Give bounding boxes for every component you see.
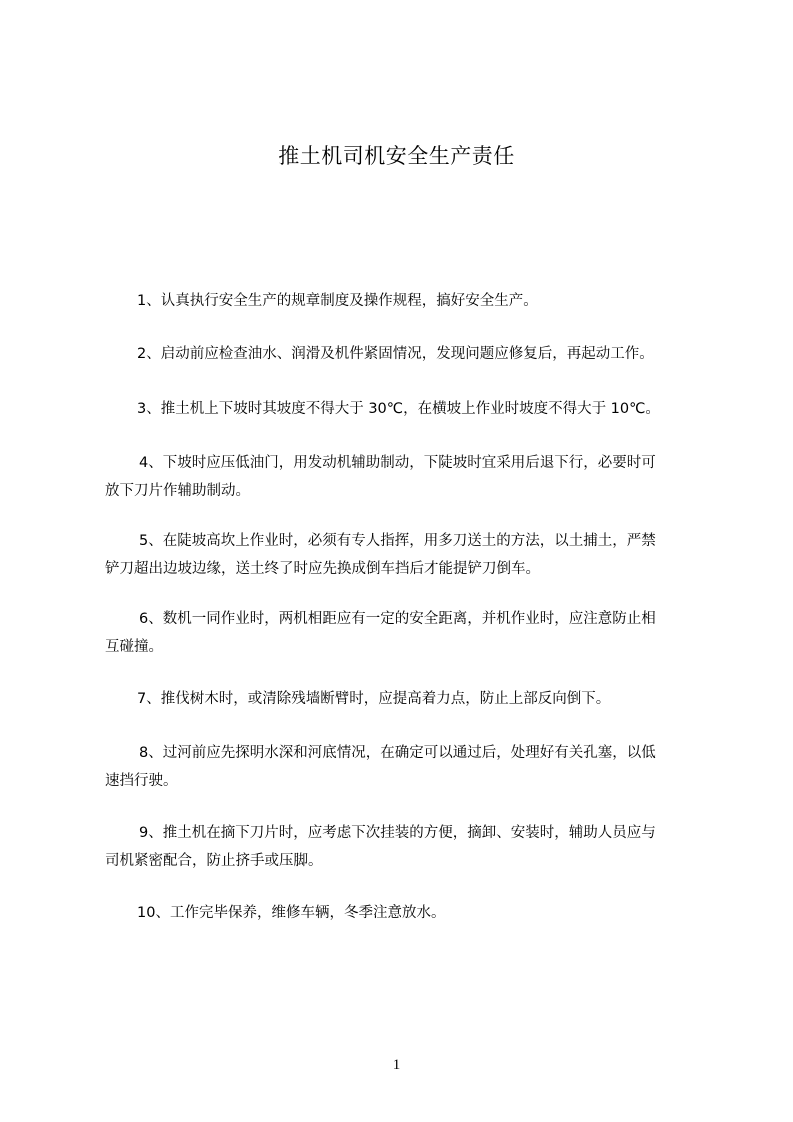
clause-line: 1、认真执行安全生产的规章制度及操作规程，搞好安全生产。 <box>137 293 538 309</box>
clause-line: 互碰撞。 <box>105 639 163 655</box>
clause-line: 4、下坡时应压低油门，用发动机辅助制动，下陡坡时宜采用后退下行，必要时可 <box>139 455 656 471</box>
document-title: 推土机司机安全生产责任 <box>278 144 515 168</box>
page-number: 1 <box>392 1057 401 1073</box>
clause-line: 铲刀超出边坡边缘，送土终了时应先换成倒车挡后才能提铲刀倒车。 <box>105 561 540 577</box>
clause-line: 司机紧密配合，防止挤手或压脚。 <box>105 853 323 869</box>
clause-line: 速挡行驶。 <box>105 773 178 789</box>
clause-line: 9、推土机在摘下刀片时，应考虑下次挂装的方便，摘卸、安装时，辅助人员应与 <box>139 825 656 841</box>
clause-line: 2、启动前应检查油水、润滑及机件紧固情况，发现问题应修复后，再起动工作。 <box>137 346 654 362</box>
clause-line: 5、在陡坡高坎上作业时，必须有专人指挥，用多刀送土的方法，以土捕土，严禁 <box>139 533 656 549</box>
clause-line: 6、数机一同作业时，两机相距应有一定的安全距离，并机作业时，应注意防止相 <box>139 611 656 627</box>
clause-line: 10、工作完毕保养，维修车辆，冬季注意放水。 <box>137 905 446 921</box>
clause-line: 放下刀片作辅助制动。 <box>105 483 250 499</box>
clause-line: 8、过河前应先探明水深和河底情况，在确定可以通过后，处理好有关孔塞，以低 <box>139 745 656 761</box>
clause-line: 7、推伐树木时，或清除残墙断臂时，应提高着力点，防止上部反向倒下。 <box>137 691 611 707</box>
clause-line: 3、推土机上下坡时其坡度不得大于 30℃，在横坡上作业时坡度不得大于 10℃。 <box>137 401 660 417</box>
